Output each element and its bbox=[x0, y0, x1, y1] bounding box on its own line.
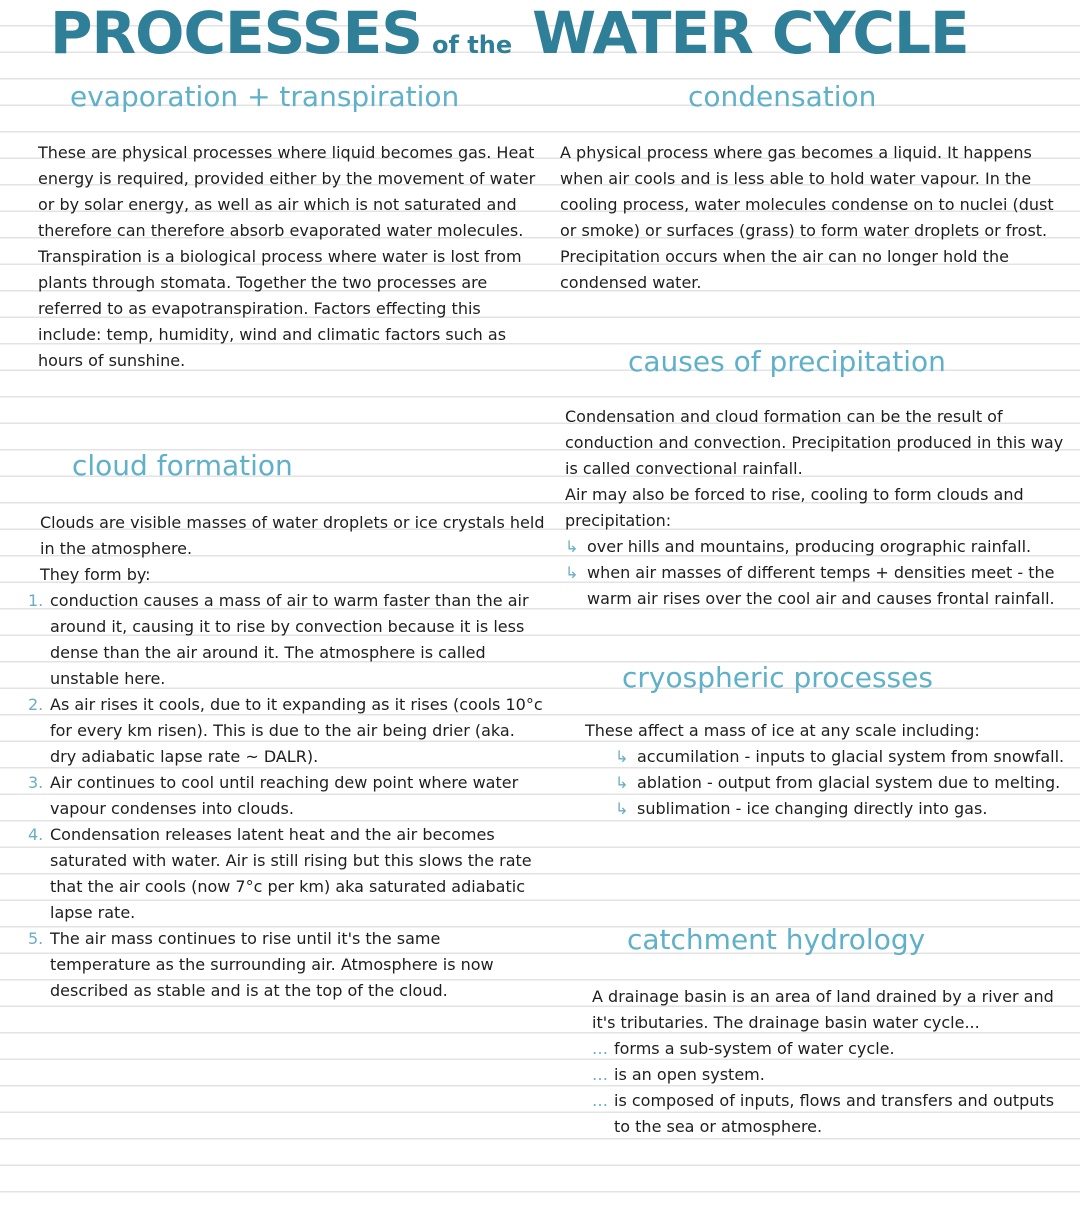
precipitation-item bbox=[565, 534, 1065, 560]
condensation-text bbox=[560, 140, 1055, 296]
precipitation-list bbox=[565, 534, 1065, 612]
cryospheric-list bbox=[615, 744, 1065, 822]
title-connector: of the bbox=[432, 31, 513, 59]
catchment-heading: catchment hydrology bbox=[627, 923, 926, 956]
arrow-icon: ↳ bbox=[615, 773, 629, 792]
catchment-intro: A drainage basin is an area of land drained by a river and it's tributaries. The drainage basin water cycle... bbox=[592, 987, 1054, 1032]
evaporation-text bbox=[38, 140, 538, 374]
title-processes: PROCESSES bbox=[50, 0, 422, 67]
catchment-item bbox=[592, 1036, 1062, 1062]
step-text: Air continues to cool until reaching dew point where water vapour condenses into clouds. bbox=[50, 773, 519, 818]
title-water-cycle: WATER CYCLE bbox=[532, 0, 969, 67]
arrow-icon: ↳ bbox=[615, 747, 629, 766]
catchment-item-text: is composed of inputs, flows and transfers and outputs to the sea or atmosphere. bbox=[614, 1091, 1055, 1136]
page-title bbox=[50, 0, 969, 67]
cloud-step bbox=[28, 770, 545, 822]
evaporation-heading: evaporation + transpiration bbox=[70, 80, 460, 113]
cryospheric-item-text: accumilation - inputs to glacial system from snowfall. bbox=[637, 747, 1065, 766]
cryospheric-heading: cryospheric processes bbox=[622, 661, 933, 694]
step-text: The air mass continues to rise until it's the same temperature as the surrounding air. Atmosphere is now described as stable and is at the top of the cloud. bbox=[50, 929, 494, 1000]
arrow-icon: ↳ bbox=[565, 537, 579, 556]
condensation-body: A physical process where gas becomes a liquid. It happens when air cools and is less able to hold water vapour. In the cooling process, water molecules condense on to nuclei (dust or smoke) or surfaces (grass) to form water droplets or frost. Precipitation occurs when the air can no longer hold the condensed water. bbox=[560, 143, 1054, 292]
cryospheric-item-text: sublimation - ice changing directly into gas. bbox=[637, 799, 988, 818]
catchment-section bbox=[592, 984, 1062, 1140]
cryospheric-item bbox=[615, 744, 1065, 770]
cloud-step bbox=[28, 588, 545, 692]
cryospheric-item-text: ablation - output from glacial system due to melting. bbox=[637, 773, 1061, 792]
arrow-icon: ↳ bbox=[565, 563, 579, 582]
arrow-icon: ↳ bbox=[615, 799, 629, 818]
cloud-intro: Clouds are visible masses of water droplets or ice crystals held in the atmosphere. bbox=[40, 513, 545, 558]
step-number: 1. bbox=[28, 591, 44, 610]
precipitation-item bbox=[565, 560, 1065, 612]
condensation-heading: condensation bbox=[688, 80, 877, 113]
step-number: 4. bbox=[28, 825, 44, 844]
cryospheric-item bbox=[615, 770, 1065, 796]
cryospheric-intro: These affect a mass of ice at any scale including: bbox=[585, 721, 980, 740]
precipitation-section bbox=[565, 404, 1065, 612]
ellipsis-icon: … bbox=[592, 1091, 608, 1110]
step-number: 2. bbox=[28, 695, 44, 714]
cloud-formation-heading: cloud formation bbox=[72, 449, 293, 482]
cloud-step bbox=[28, 692, 545, 770]
catchment-item bbox=[592, 1062, 1062, 1088]
catchment-item-text: is an open system. bbox=[614, 1065, 765, 1084]
step-number: 3. bbox=[28, 773, 44, 792]
cloud-step bbox=[28, 822, 545, 926]
step-text: As air rises it cools, due to it expanding as it rises (cools 10°c for every km risen). This is due to the air being drier (aka. dry adiabatic lapse rate ~ DALR). bbox=[50, 695, 543, 766]
step-text: Condensation releases latent heat and the air becomes saturated with water. Air is still rising but this slows the rate that the air cools (now 7°c per km) aka saturated adiabatic lapse rate. bbox=[50, 825, 532, 922]
catchment-item-text: forms a sub-system of water cycle. bbox=[614, 1039, 895, 1058]
step-text: conduction causes a mass of air to warm faster than the air around it, causing it to rise by convection because it is less dense than the air around it. The atmosphere is called unstable here. bbox=[50, 591, 529, 688]
catchment-list bbox=[592, 1036, 1062, 1140]
precipitation-item-text: when air masses of different temps + densities meet - the warm air rises over the cool air and causes frontal rainfall. bbox=[587, 563, 1055, 608]
cloud-steps-list bbox=[28, 588, 545, 1004]
step-number: 5. bbox=[28, 929, 44, 948]
cloud-lead: They form by: bbox=[40, 565, 151, 584]
cloud-formation-section bbox=[28, 510, 545, 1004]
evaporation-body: These are physical processes where liquid becomes gas. Heat energy is required, provided either by the movement of water or by solar energy, as well as air which is not saturated and therefore can therefore absorb evaporated water molecules. Transpiration is a biological process where water is lost from plants through stomata. Together the two processes are referred to as evapotranspiration. Factors effecting this include: temp, humidity, wind and climatic factors such as hours of sunshine. bbox=[38, 143, 536, 370]
precipitation-body-2: Air may also be forced to rise, cooling to form clouds and precipitation: bbox=[565, 485, 1024, 530]
precipitation-item-text: over hills and mountains, producing orographic rainfall. bbox=[587, 537, 1032, 556]
cryospheric-section bbox=[585, 718, 1065, 822]
precipitation-heading: causes of precipitation bbox=[628, 345, 946, 378]
precipitation-body: Condensation and cloud formation can be the result of conduction and convection. Precipitation produced in this way is called convectional rainfall. bbox=[565, 407, 1064, 478]
cloud-step bbox=[28, 926, 545, 1004]
catchment-item bbox=[592, 1088, 1062, 1140]
ellipsis-icon: … bbox=[592, 1039, 608, 1058]
cryospheric-item bbox=[615, 796, 1065, 822]
ellipsis-icon: … bbox=[592, 1065, 608, 1084]
